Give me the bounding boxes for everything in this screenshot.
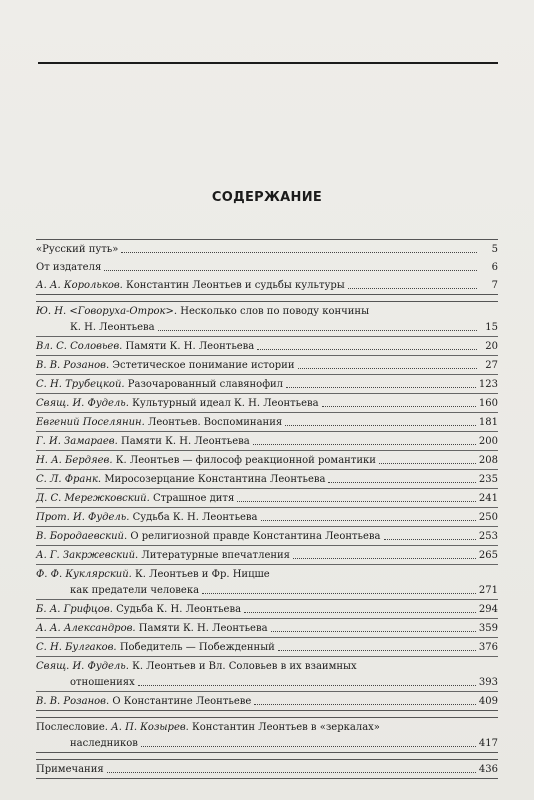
toc-group bbox=[36, 717, 498, 753]
entry-page-number: 250 bbox=[478, 512, 498, 523]
toc-entry bbox=[36, 489, 498, 508]
toc-entry-line bbox=[36, 394, 498, 412]
dot-leader bbox=[244, 611, 476, 613]
entry-title: Памяти К. Н. Леонтьева bbox=[125, 341, 255, 352]
entry-title: О Константине Леонтьеве bbox=[112, 696, 252, 707]
toc-entry bbox=[36, 276, 498, 294]
entry-page-number: 27 bbox=[485, 360, 498, 371]
toc-entry-line bbox=[36, 240, 498, 258]
dot-leader bbox=[138, 684, 476, 686]
dot-leader bbox=[384, 538, 476, 540]
toc-entry bbox=[36, 600, 498, 619]
entry-title: Примечания bbox=[36, 764, 104, 775]
entry-author: А. Г. Закржевский. bbox=[36, 550, 139, 561]
toc-entry-line bbox=[36, 451, 498, 469]
toc-entry-line-continued bbox=[36, 320, 498, 336]
entry-author: Евгений Поселянин. bbox=[36, 417, 145, 428]
toc-entry bbox=[36, 508, 498, 527]
dot-leader bbox=[107, 771, 476, 773]
entry-title: К. Леонтьев — философ реакционной романтики bbox=[115, 455, 376, 466]
toc-entry bbox=[36, 470, 498, 489]
toc-group bbox=[36, 759, 498, 779]
toc-entry bbox=[36, 565, 498, 600]
entry-title: Победитель — Побежденный bbox=[119, 642, 275, 653]
entry-author: Вл. С. Соловьев. bbox=[36, 341, 123, 352]
toc-entry-line bbox=[36, 508, 498, 526]
toc-entry-line-continued bbox=[36, 675, 498, 691]
dot-leader bbox=[104, 269, 477, 271]
toc-entry-line bbox=[36, 760, 498, 778]
dot-leader bbox=[328, 481, 475, 483]
entry-page-number: 5 bbox=[491, 244, 498, 255]
entry-author: Свящ. И. Фудель. bbox=[36, 398, 129, 409]
entry-prefix: Послесловие. bbox=[36, 722, 108, 733]
dot-leader bbox=[141, 745, 476, 747]
toc-entry-line bbox=[36, 276, 498, 294]
toc-entry-line bbox=[36, 657, 498, 675]
toc-entry-line bbox=[36, 337, 498, 355]
entry-title: Константин Леонтьев в «зеркалах» bbox=[192, 722, 380, 733]
top-rule bbox=[38, 62, 498, 64]
entry-author: В. В. Розанов. bbox=[36, 696, 110, 707]
entry-title-continued: наследников bbox=[70, 738, 138, 749]
entry-page-number: 436 bbox=[478, 764, 498, 775]
dot-leader bbox=[158, 329, 477, 331]
entry-page-number: 200 bbox=[478, 436, 498, 447]
entry-page-number: 208 bbox=[478, 455, 498, 466]
toc-entry-line bbox=[36, 302, 498, 320]
toc-entry bbox=[36, 240, 498, 258]
dot-leader bbox=[237, 500, 476, 502]
toc-entry-line bbox=[36, 432, 498, 450]
toc-entry-line bbox=[36, 619, 498, 637]
entry-author: В. Бородаевский. bbox=[36, 531, 128, 542]
entry-title: «Русский путь» bbox=[36, 244, 119, 255]
toc-entry bbox=[36, 258, 498, 276]
dot-leader bbox=[257, 348, 477, 350]
toc-entry bbox=[36, 302, 498, 337]
dot-leader bbox=[348, 287, 477, 289]
toc-entry-line bbox=[36, 527, 498, 545]
toc-entry-line bbox=[36, 413, 498, 431]
entry-title: Судьба К. Н. Леонтьева bbox=[132, 512, 258, 523]
toc-group bbox=[36, 239, 498, 295]
entry-title: Памяти К. Н. Леонтьева bbox=[120, 436, 250, 447]
entry-page-number: 393 bbox=[478, 677, 498, 688]
entry-title: Разочарованный славянофил bbox=[127, 379, 284, 390]
entry-page-number: 160 bbox=[478, 398, 498, 409]
entry-page-number: 359 bbox=[478, 623, 498, 634]
entry-author: Г. И. Замараев. bbox=[36, 436, 118, 447]
toc-entry-line bbox=[36, 692, 498, 710]
entry-page-number: 409 bbox=[478, 696, 498, 707]
toc-entry-line bbox=[36, 258, 498, 276]
toc-entry-line-continued bbox=[36, 736, 498, 752]
toc-entry bbox=[36, 527, 498, 546]
toc-entry-line bbox=[36, 470, 498, 488]
entry-page-number: 123 bbox=[478, 379, 498, 390]
toc-entry bbox=[36, 451, 498, 470]
dot-leader bbox=[254, 703, 476, 705]
toc-entry-line-continued bbox=[36, 583, 498, 599]
toc-entry-line bbox=[36, 600, 498, 618]
entry-title: Леонтьев. Воспоминания bbox=[147, 417, 283, 428]
entry-title: К. Леонтьев и Вл. Соловьев в их взаимных bbox=[132, 661, 357, 672]
entry-author: С. Н. Булгаков. bbox=[36, 642, 117, 653]
entry-page-number: 271 bbox=[478, 585, 498, 596]
entry-title: Миросозерцание Константина Леонтьева bbox=[104, 474, 326, 485]
toc-entry bbox=[36, 413, 498, 432]
toc-entry bbox=[36, 638, 498, 657]
toc-entry-line bbox=[36, 489, 498, 507]
entry-title-continued: отношениях bbox=[70, 677, 135, 688]
entry-author: Б. А. Грифцов. bbox=[36, 604, 113, 615]
entry-title: Эстетическое понимание истории bbox=[112, 360, 295, 371]
entry-author: Ю. Н. <Говоруха-Отрок>. bbox=[36, 306, 178, 317]
toc-entry bbox=[36, 432, 498, 451]
entry-title: Судьба К. Н. Леонтьева bbox=[116, 604, 242, 615]
dot-leader bbox=[271, 630, 476, 632]
toc-entry bbox=[36, 337, 498, 356]
toc-entry-line bbox=[36, 375, 498, 393]
entry-page-number: 6 bbox=[491, 262, 498, 273]
entry-page-number: 294 bbox=[478, 604, 498, 615]
entry-author: С. Н. Трубецкой. bbox=[36, 379, 125, 390]
entry-title-continued: как предатели человека bbox=[70, 585, 200, 596]
entry-author: С. Л. Франк. bbox=[36, 474, 102, 485]
toc-entry-line bbox=[36, 718, 498, 736]
toc-heading: СОДЕРЖАНИЕ bbox=[211, 190, 323, 205]
entry-page-number: 7 bbox=[491, 280, 498, 291]
entry-title: Несколько слов по поводу кончины bbox=[180, 306, 370, 317]
entry-title-continued: К. Н. Леонтьева bbox=[70, 322, 155, 333]
toc-entry bbox=[36, 546, 498, 565]
table-of-contents bbox=[36, 239, 498, 779]
dot-leader bbox=[286, 386, 476, 388]
entry-title: Памяти К. Н. Леонтьева bbox=[138, 623, 268, 634]
toc-entry bbox=[36, 375, 498, 394]
entry-title: Страшное дитя bbox=[152, 493, 235, 504]
entry-page-number: 253 bbox=[478, 531, 498, 542]
dot-leader bbox=[278, 649, 476, 651]
toc-entry-line bbox=[36, 546, 498, 564]
dot-leader bbox=[202, 592, 476, 594]
toc-entry bbox=[36, 619, 498, 638]
entry-author: А. А. Александров. bbox=[36, 623, 136, 634]
entry-author: В. В. Розанов. bbox=[36, 360, 110, 371]
entry-title: К. Леонтьев и Фр. Ницше bbox=[135, 569, 270, 580]
entry-title: От издателя bbox=[36, 262, 102, 273]
entry-author: Ф. Ф. Куклярский. bbox=[36, 569, 132, 580]
entry-author: Свящ. И. Фудель. bbox=[36, 661, 129, 672]
entry-page-number: 20 bbox=[485, 341, 498, 352]
entry-author: Д. С. Мережковский. bbox=[36, 493, 150, 504]
dot-leader bbox=[253, 443, 476, 445]
dot-leader bbox=[298, 367, 477, 369]
entry-page-number: 417 bbox=[478, 738, 498, 749]
entry-author: А. А. Корольков. bbox=[36, 280, 123, 291]
entry-title: Константин Леонтьев и судьбы культуры bbox=[126, 280, 345, 291]
toc-entry-line bbox=[36, 565, 498, 583]
entry-page-number: 181 bbox=[478, 417, 498, 428]
toc-group bbox=[36, 301, 498, 711]
entry-author: Н. А. Бердяев. bbox=[36, 455, 113, 466]
dot-leader bbox=[285, 424, 476, 426]
toc-entry bbox=[36, 692, 498, 710]
entry-page-number: 376 bbox=[478, 642, 498, 653]
entry-author: Прот. И. Фудель. bbox=[36, 512, 130, 523]
entry-page-number: 265 bbox=[478, 550, 498, 561]
toc-entry bbox=[36, 760, 498, 778]
toc-entry bbox=[36, 718, 498, 752]
toc-entry bbox=[36, 394, 498, 413]
toc-entry bbox=[36, 356, 498, 375]
toc-entry-line bbox=[36, 356, 498, 374]
entry-title: Литературные впечатления bbox=[141, 550, 290, 561]
dot-leader bbox=[322, 405, 476, 407]
dot-leader bbox=[261, 519, 476, 521]
dot-leader bbox=[379, 462, 476, 464]
entry-page-number: 235 bbox=[478, 474, 498, 485]
entry-title: Культурный идеал К. Н. Леонтьева bbox=[132, 398, 319, 409]
toc-entry-line bbox=[36, 638, 498, 656]
entry-page-number: 15 bbox=[485, 322, 498, 333]
entry-page-number: 241 bbox=[478, 493, 498, 504]
dot-leader bbox=[121, 251, 477, 253]
entry-author: А. П. Козырев. bbox=[111, 722, 189, 733]
entry-title: О религиозной правде Константина Леонтьева bbox=[130, 531, 381, 542]
dot-leader bbox=[293, 557, 476, 559]
toc-entry bbox=[36, 657, 498, 692]
